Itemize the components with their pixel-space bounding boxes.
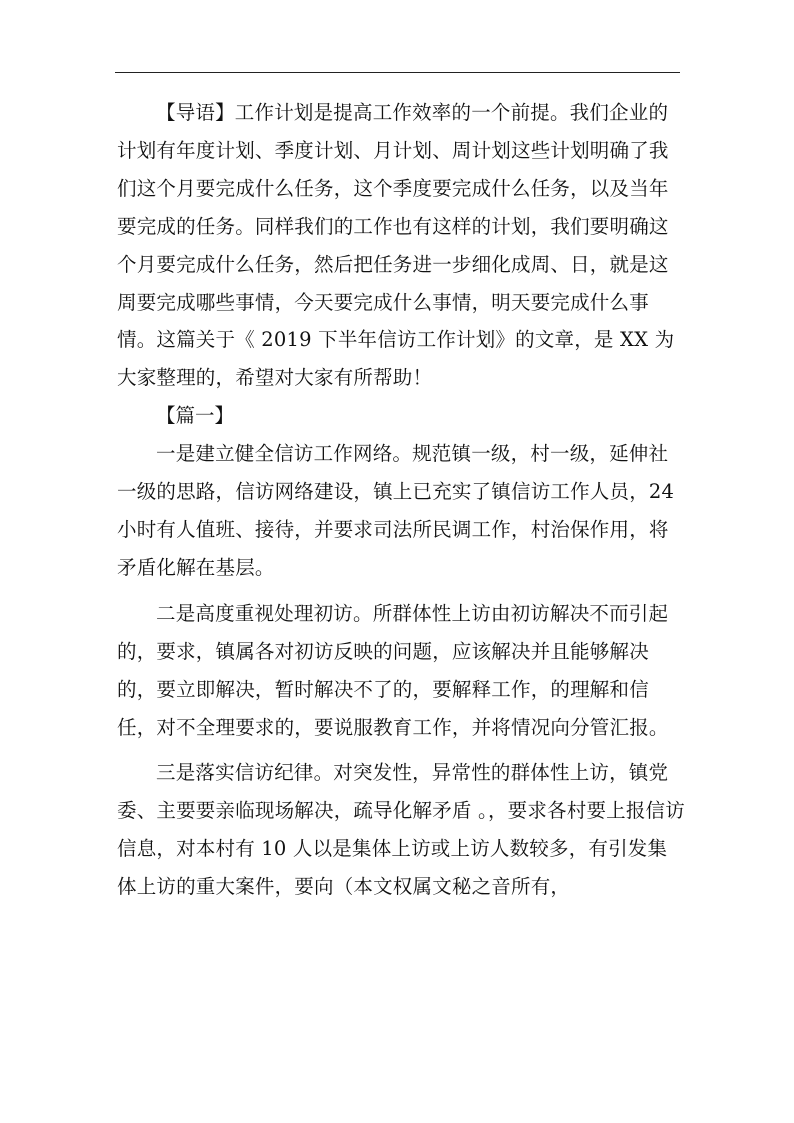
body-paragraph-1: 一是建立健全信访工作网络。规范镇一级，村一级，延伸社一级的思路，信访网络建设，镇上已充实了镇信访工作人员，24 小时有人值班、接待，并要求司法所民调工作，村治保作用，将矛盾化解在基层。	[117, 442, 675, 579]
header-rule	[115, 72, 680, 73]
intro-paragraph: 【导语】工作计划是提高工作效率的一个前提。我们企业的计划有年度计划、季度计划、月计划、周计划这些计划明确了我们这个月要完成什么任务，这个季度要完成什么任务，以及当年要完成的任务。同样我们的工作也有这样的计划，我们要明确这个月要完成什么任务，然后把任务进一步细化成周、日，就是这周要完成哪些事情，今天要完成什么事情，明天要完成什么事情。这篇关于《 2019 下半年信访工作计划》的文章，是 XX 为大家整理的，希望对大家有所帮助！	[117, 101, 675, 390]
section-heading: 【篇一】	[156, 404, 235, 428]
document-body	[117, 94, 685, 906]
body-paragraph-3: 三是落实信访纪律。对突发性，异常性的群体性上访，镇党委、主要要亲临现场解决，疏导化解矛盾 。，要求各村要上报信访信息，对本村有 10 人以是集体上访或上访人数较多，有引发集体上访的重大案件，要向（本文权属文秘之音所有，	[117, 761, 685, 899]
body-paragraph-2: 二是高度重视处理初访。所群体性上访由初访解决不而引起的，要求，镇属各对初访反映的问题，应该解决并且能够解决的，要立即解决，暂时解决不了的，要解释工作，的理解和信任，对不全理要求的，要说服教育工作，并将情况向分管汇报。	[117, 601, 669, 739]
